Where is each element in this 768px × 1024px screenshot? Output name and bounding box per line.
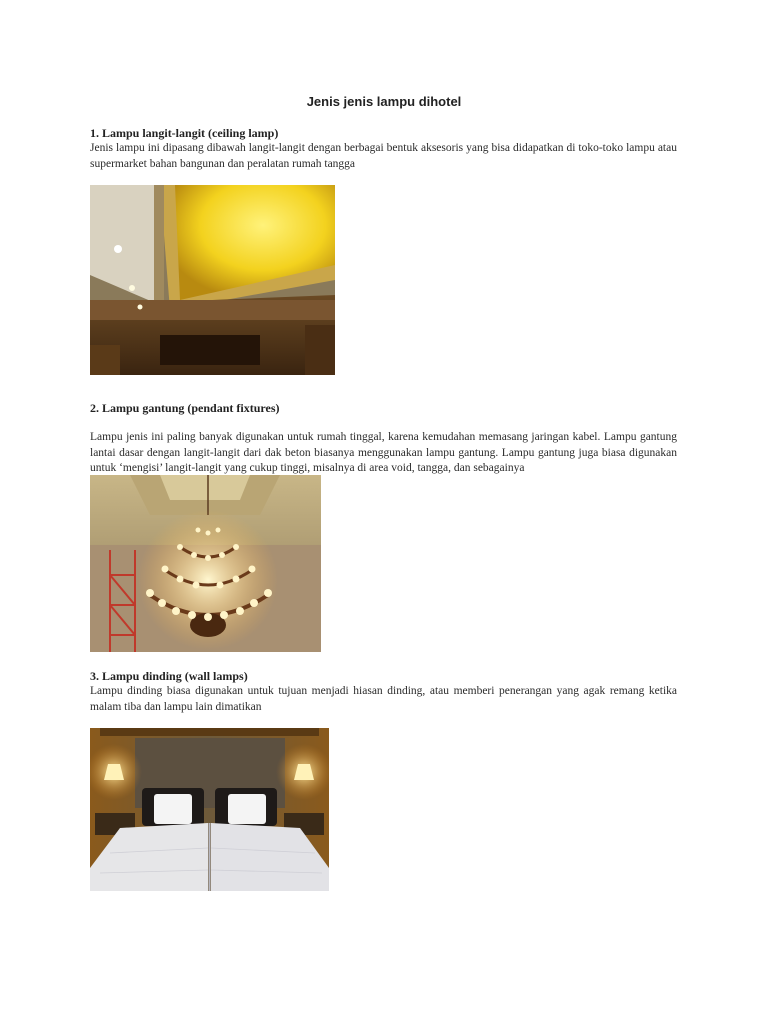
document-title: Jenis jenis lampu dihotel: [306, 94, 462, 109]
section-heading-ceiling-lamp: 1. Lampu langit-langit (ceiling lamp): [90, 126, 279, 140]
pendant-chandelier-photo: [90, 475, 321, 652]
section-text-pendant-fixtures: Lampu jenis ini paling banyak digunakan untuk rumah tinggal, karena kemudahan memasang jaringan kabel. Lampu gantung lantai dasar dengan langit-langit dari dak beton biasanya menggunakan lampu gantung. Lampu gantung juga biasa digunakan untuk ‘mengisi’ langit-langit yang cukup tinggi, misalnya di area void, tangga, dan sebagainya: [90, 431, 677, 474]
wall-lamps-bedroom-photo: [90, 728, 329, 891]
section-text-ceiling-lamp: Jenis lampu ini dipasang dibawah langit-langit dengan berbagai bentuk aksesoris yang bisa didapatkan di toko-toko lampu atau supermarket bahan bangunan dan peralatan rumah tangga: [90, 142, 677, 170]
section-heading-pendant-fixtures: 2. Lampu gantung (pendant fixtures): [90, 401, 280, 415]
section-heading-wall-lamps: 3. Lampu dinding (wall lamps): [90, 669, 248, 683]
section-text-wall-lamps: Lampu dinding biasa digunakan untuk tujuan menjadi hiasan dinding, atau memberi penerangan yang agak remang ketika malam tiba dan lampu lain dimatikan: [90, 685, 677, 713]
ceiling-lamp-photo: [90, 185, 335, 375]
